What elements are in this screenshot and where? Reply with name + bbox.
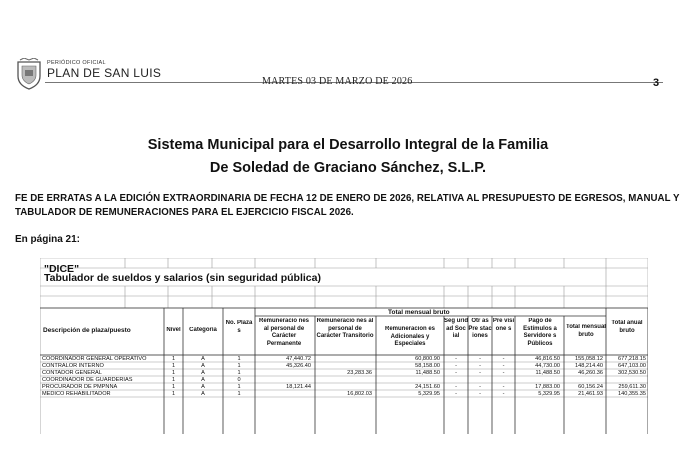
newspaper-kicker: PERIÓDICO OFICIAL [47, 60, 106, 66]
col-header-total-mensual: Total mensual bruto [566, 324, 606, 338]
cell-previsiones: - [502, 391, 505, 397]
table-title: Tabulador de sueldos y salarios (sin seguridad pública) [44, 272, 321, 284]
cell-estimulos: 17,883.00 [535, 384, 560, 390]
cell-seguridad: - [455, 356, 457, 362]
cell-rem-adicionales: 11,488.50 [415, 370, 440, 376]
cell-total-mensual: 46,260.36 [578, 370, 603, 376]
cell-plazas: 1 [237, 384, 241, 390]
col-header-nivel: Nivel [166, 327, 181, 333]
cell-descripcion: COORDINADOR DE GUARDERIAS [42, 377, 133, 383]
col-header-total-anual: Total anual bruto [611, 320, 643, 334]
col-header-previsiones: Pre visi one s [492, 318, 515, 332]
cell-rem-adicionales: 24,151.60 [415, 384, 440, 390]
cell-plazas: 1 [237, 391, 241, 397]
cell-rem-permanente: 47,440.72 [286, 356, 311, 362]
col-header-rem-adicionales: Remuneracion es Adicionales y Especiales [384, 326, 436, 347]
cell-estimulos: 46,816.50 [535, 356, 560, 362]
cell-categoria: A [201, 377, 205, 383]
cell-total-mensual: 60,156.24 [578, 384, 603, 390]
cell-categoria: A [201, 391, 205, 397]
issue-date: MARTES 03 DE MARZO DE 2026 [262, 76, 413, 87]
cell-total-mensual: 148,214.40 [575, 363, 603, 369]
erratum-statement: FE DE ERRATAS A LA EDICIÓN EXTRAORDINARIA DE FECHA 12 DE ENERO DE 2026, RELATIVA AL PRESUPUESTO DE EGRESOS, MANUAL Y TABULADOR DE REMUNERACIONES PARA EL EJERCICIO FISCAL 2026. [15, 193, 680, 218]
cell-total-mensual: 21,461.93 [578, 391, 603, 397]
cell-descripcion: CONTADOR GENERAL [42, 370, 102, 376]
cell-nivel: 1 [171, 356, 176, 362]
cell-rem-transitorio: 23,283.36 [347, 370, 372, 376]
cell-plazas: 0 [237, 377, 241, 383]
col-header-otras-prestaciones: Otr as Pre stac iones [468, 318, 492, 339]
col-header-estimulos: Pago de Estímulos a Servidore s Públicos [523, 318, 557, 347]
cell-total-anual: 677,218.15 [618, 356, 646, 362]
cell-seguridad: - [455, 363, 457, 369]
cell-otras: - [479, 384, 481, 390]
cell-rem-permanente: 18,121.44 [286, 384, 311, 390]
cell-rem-permanente: 45,326.40 [286, 363, 311, 369]
cell-total-mensual: 155,058.12 [575, 356, 603, 362]
cell-previsiones: - [502, 384, 505, 390]
cell-seguridad: - [455, 391, 457, 397]
document-subtitle: De Soledad de Graciano Sánchez, S.L.P. [209, 160, 487, 176]
col-header-rem-transitorio: Remuneracio nes al personal de Carácter Transitorio [316, 318, 374, 339]
cell-categoria: A [201, 370, 205, 376]
cell-descripcion: PROCURADOR DE PMPNNA [42, 384, 118, 390]
cell-descripcion: CONTRALOR INTERNO [42, 363, 104, 369]
cell-nivel: 1 [171, 370, 176, 376]
dice-label: "DICE" [44, 263, 80, 275]
cell-previsiones: - [502, 363, 505, 369]
cell-total-anual: 140,355.35 [618, 391, 646, 397]
col-header-rem-permanente: Remuneracio nes al personal de Carácter Permanente [258, 318, 310, 347]
cell-estimulos: 44,730.00 [535, 363, 560, 369]
cell-total-anual: 259,611.30 [618, 384, 646, 390]
cell-categoria: A [201, 356, 205, 362]
col-header-descripcion: Descripción de plaza/puesto [43, 327, 131, 334]
cell-nivel: 1 [171, 391, 176, 397]
cell-otras: - [479, 391, 481, 397]
col-header-seguridad-social: Seg urid ad Soc ial [444, 318, 468, 339]
cell-otras: - [479, 363, 481, 369]
document-title: Sistema Municipal para el Desarrollo Integral de la Familia [147, 137, 549, 153]
cell-estimulos: 11,488.50 [535, 370, 560, 376]
cell-plazas: 1 [237, 356, 241, 362]
page-number: 3 [653, 77, 660, 89]
cell-nivel: 1 [171, 377, 176, 383]
cell-descripcion: MEDICO REHABILITADOR [42, 391, 111, 397]
cell-descripcion: COORDINADOR GENERAL OPERATIVO [42, 356, 147, 362]
coat-of-arms-logo [15, 58, 43, 90]
cell-rem-adicionales: 60,800.90 [415, 356, 440, 362]
cell-estimulos: 5,329.95 [538, 391, 560, 397]
cell-rem-adicionales: 58,158.00 [415, 363, 440, 369]
cell-plazas: 1 [237, 363, 241, 369]
cell-seguridad: - [455, 370, 457, 376]
cell-seguridad: - [455, 384, 457, 390]
page-reference: En página 21: [15, 234, 81, 245]
col-header-plazas: No. Plaza s [225, 320, 253, 334]
cell-rem-transitorio: 16,802.03 [347, 391, 372, 397]
cell-total-anual: 647,103.00 [618, 363, 646, 369]
group-header-total-mensual: Total mensual bruto [388, 309, 450, 316]
cell-total-anual: 302,530.50 [618, 370, 646, 376]
cell-previsiones: - [502, 370, 505, 376]
cell-previsiones: - [502, 356, 505, 362]
cell-otras: - [479, 356, 481, 362]
cell-plazas: 1 [237, 370, 241, 376]
newspaper-name: PLAN DE SAN LUIS [47, 66, 162, 80]
col-header-categoria: Categoría [189, 327, 217, 333]
cell-otras: - [479, 370, 481, 376]
cell-nivel: 1 [171, 384, 176, 390]
cell-rem-adicionales: 5,329.95 [418, 391, 440, 397]
cell-categoria: A [201, 384, 205, 390]
cell-categoria: A [201, 363, 205, 369]
cell-nivel: 1 [171, 363, 176, 369]
